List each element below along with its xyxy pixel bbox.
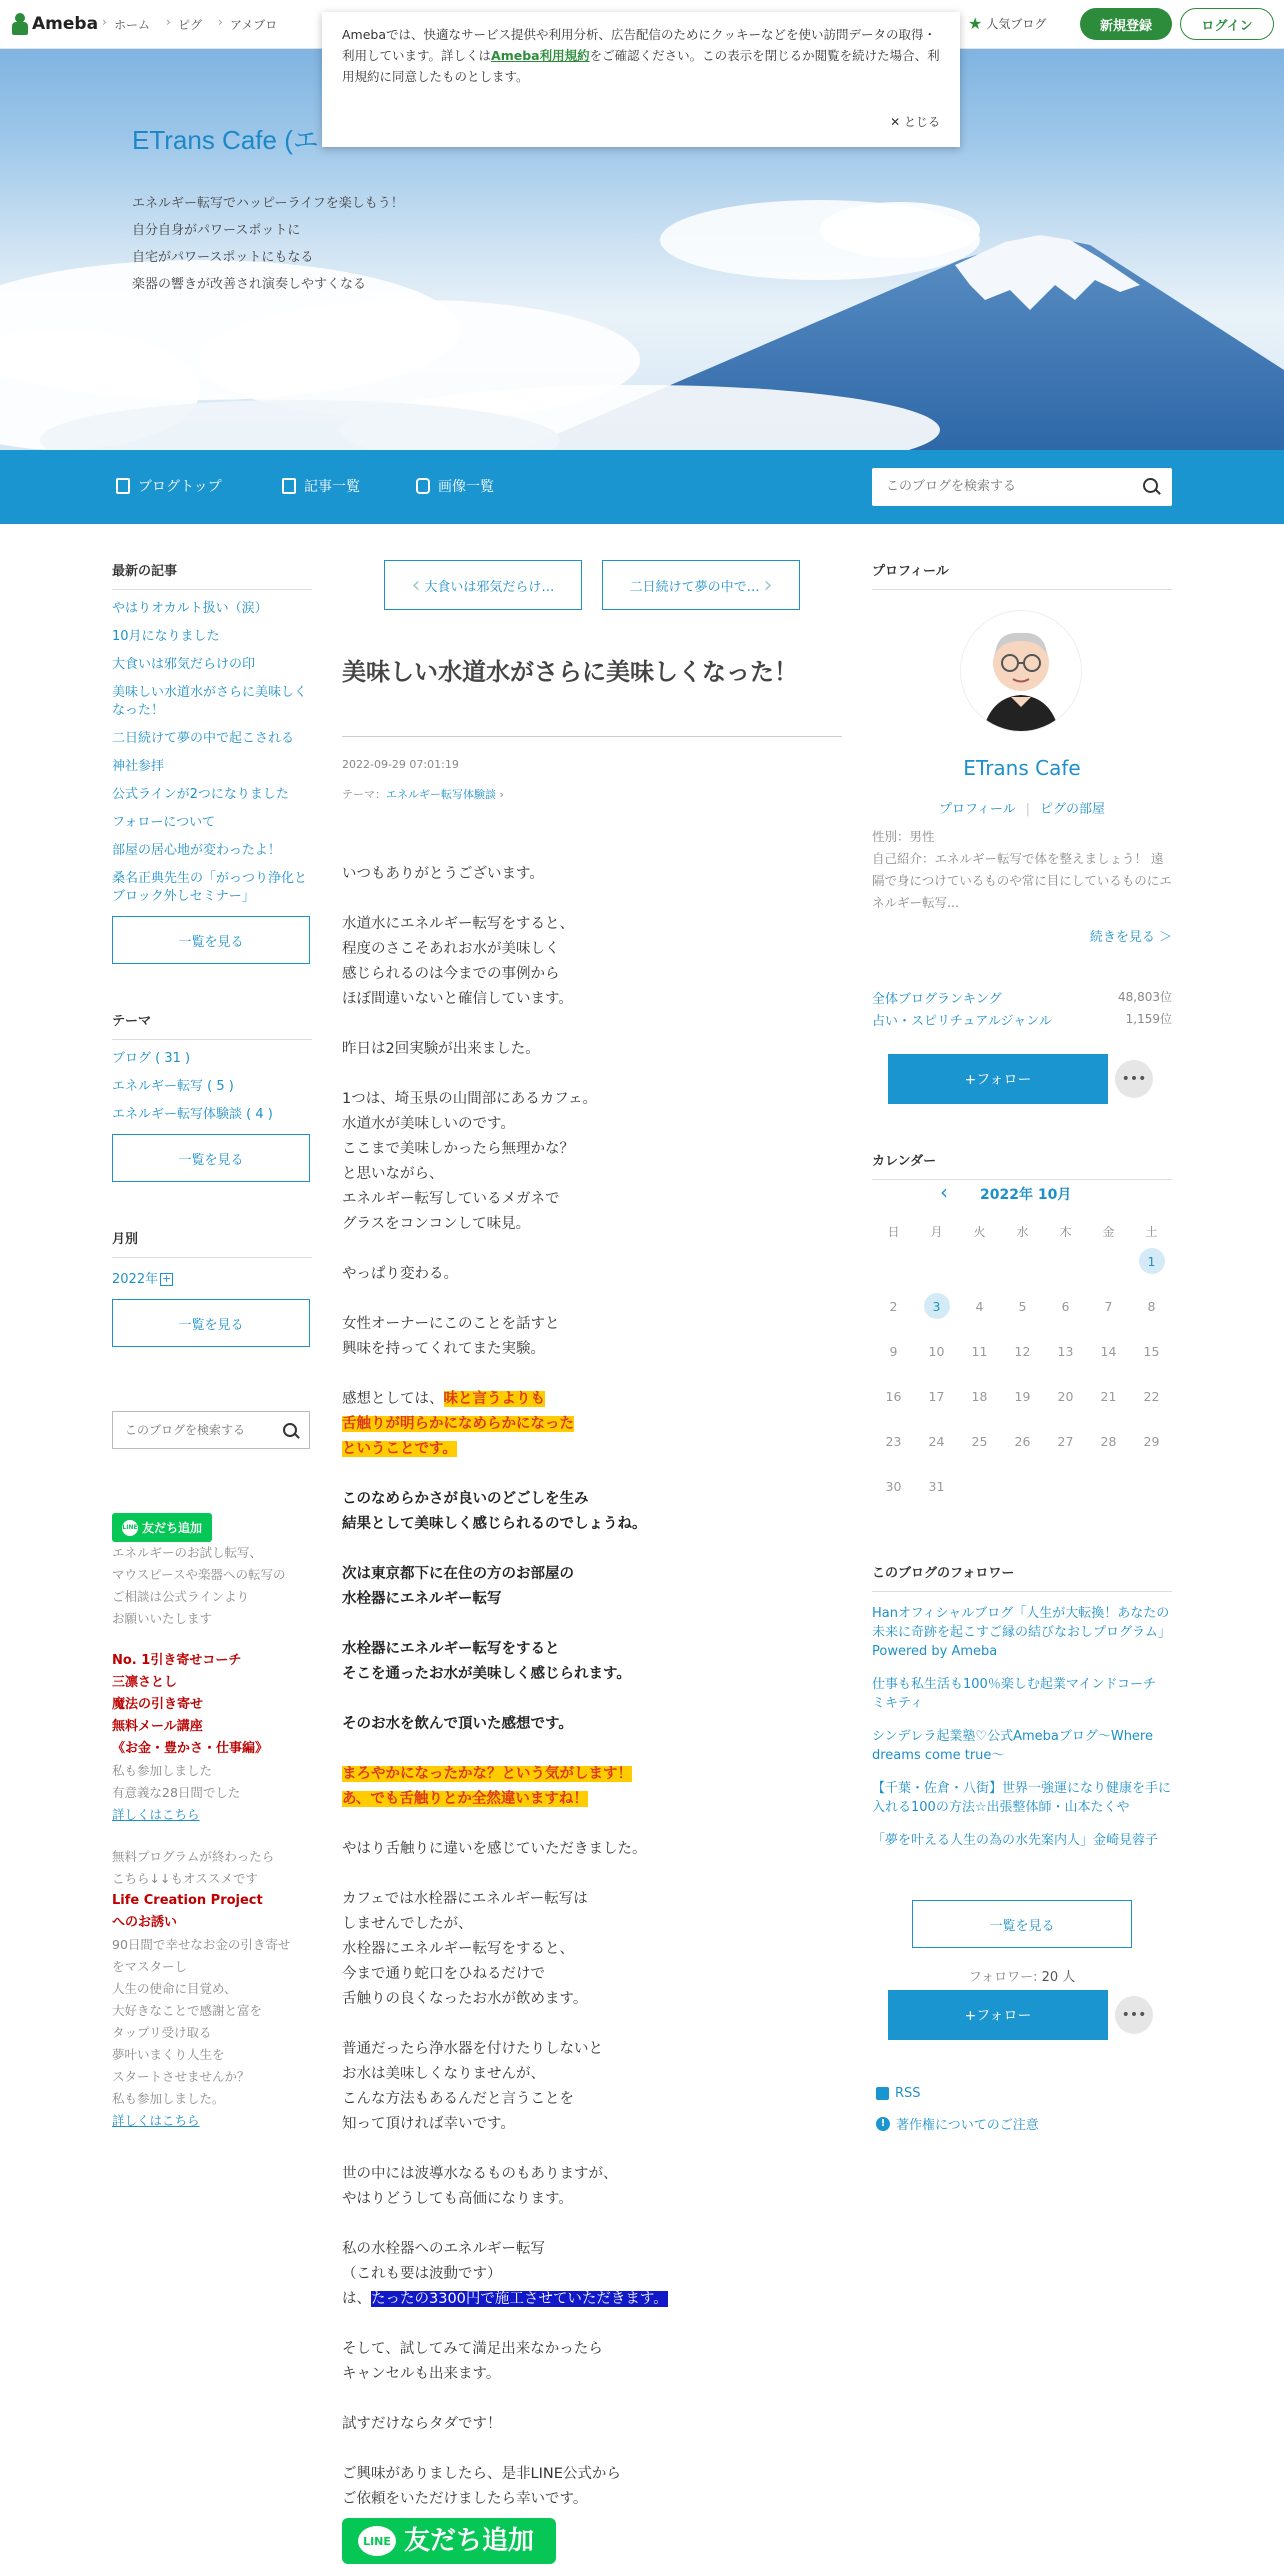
ad-red-line: 三凛さとし [112, 1675, 178, 1690]
profile-intro: 自己紹介：エネルギー転写で体を整えましょう！ 遠隔で身につけているものや常に目にしているものにエネルギー転写... [872, 851, 1172, 910]
register-button[interactable]: 新規登録 [1080, 8, 1172, 40]
follower-link[interactable]: Hanオフィシャルブログ「人生が大転換！あなたの未来に奇跡を起こすご縁の結びなおしプログラム」 Powered by Ameba [872, 1606, 1171, 1659]
sidebar-search-box [112, 1411, 310, 1449]
calendar-day[interactable]: 11 [971, 1343, 988, 1359]
expand-icon[interactable]: + [161, 1272, 172, 1285]
more-options-button[interactable]: ••• [1115, 1996, 1153, 2034]
paragraph: カフェでは水栓器にエネルギー転写は しませんでしたが、 水栓器にエネルギー転写をすると、 今まで通り蛇口をひねるだけで 舌触りの良くなったお水が飲めます。 [342, 1891, 588, 2007]
calendar-day[interactable]: 25 [971, 1433, 988, 1449]
divider [342, 736, 842, 737]
ad-line: 大好きなことで感謝と富を [112, 2003, 263, 2018]
calendar-day[interactable]: 20 [1057, 1388, 1074, 1404]
paragraph: そして、試してみて満足出来なかったら キャンセルも出来ます。 [342, 2341, 603, 2382]
calendar-day[interactable]: 10 [928, 1343, 945, 1359]
follower-link[interactable]: シンデレラ起業塾♡公式Amebaブログ〜Where dreams come true〜 [872, 1729, 1153, 1763]
calendar-day[interactable]: 2 [889, 1298, 898, 1314]
ad-red-line: Life Creation Project [112, 1893, 263, 1908]
line-ad-text [112, 1542, 312, 1630]
calendar-day[interactable]: 30 [885, 1478, 902, 1494]
paragraph: やっぱり変わる。 [342, 1266, 458, 1282]
highlighted-text: まろやかになったかな？という気がします！ [342, 1766, 632, 1782]
blog-description [132, 190, 404, 298]
rss-icon [876, 2087, 889, 2100]
highlighted-text: あ、でも舌触りとか全然違いますね！ [342, 1791, 588, 1807]
prev-article-label: 大食いは邪気だらけ… [424, 579, 555, 595]
follower-link[interactable]: 【千葉・佐倉・八街】世界一強運になり健康を手に入れる100の方法☆出張整体師・山本たくや [872, 1781, 1172, 1815]
ad-line: お願いいたします [112, 1611, 213, 1626]
top-nav-ameblo[interactable]: › アメブロ [216, 16, 291, 33]
calendar-day[interactable]: 22 [1143, 1388, 1160, 1404]
calendar-weekday: 木 [1059, 1224, 1072, 1239]
blog-nav-bar [0, 450, 1284, 524]
top-nav-pigg[interactable]: › ピグ [164, 16, 216, 33]
theme-link[interactable]: エネルギー転写体験談 ( 4 ) [112, 1107, 273, 1122]
paragraph: 1つは、埼玉県の山間部にあるカフェ。 水道水が美味しいのです。 ここまで美味しかったら無理かな？ と思いながら、 エネルギー転写しているメガネで グラスをコンコンして味見。 [342, 1091, 597, 1232]
ad-red-line: 魔法の引き寄せ [112, 1697, 204, 1712]
followers-list [872, 1604, 1172, 1864]
ranking-overall-value: 48,803位 [1118, 990, 1172, 1004]
ameba-logo[interactable] [12, 12, 98, 36]
ameba-logo-text: Ameba [32, 14, 99, 34]
calendar-day-marker: 1 [1139, 1248, 1165, 1274]
ranking-overall [872, 988, 1172, 1007]
recent-article-link[interactable]: 美味しい水道水がさらに美味しくなった！ [112, 685, 308, 718]
calendar-title: カレンダー [872, 1150, 1172, 1180]
recent-article-link[interactable]: 部屋の居心地が変わったよ！ [112, 843, 281, 858]
login-button[interactable]: ログイン [1180, 8, 1274, 40]
rss-link[interactable] [876, 2086, 921, 2101]
document-icon [116, 478, 130, 494]
calendar-day[interactable]: 6 [1061, 1298, 1070, 1314]
ad-line: エネルギーのお試し転写、 [112, 1545, 263, 1560]
ranking-genre-value: 1,159位 [1125, 1012, 1172, 1026]
themes-more-button[interactable]: 一覧を見る [112, 1134, 310, 1182]
profile-links [872, 798, 1172, 817]
line-add-friend-badge[interactable] [112, 1513, 212, 1542]
top-nav [100, 16, 291, 33]
ad-line: 有意義な28日間でした [112, 1785, 241, 1800]
follower-count-value: 20 人 [1041, 1970, 1076, 1985]
paragraph [342, 1762, 842, 1812]
paragraph: 女性オーナーにこのことを話すと 興味を持ってくれてまた実験。 [342, 1316, 560, 1357]
recent-article-link[interactable]: 桑名正典先生の「がっつり浄化とブロック外しセミナー」 [112, 871, 308, 904]
paragraph [342, 1387, 842, 1462]
ranking-genre-link[interactable]: 占い・スピリチュアルジャンル [872, 1014, 1052, 1029]
profile-name[interactable]: ETrans Cafe [963, 756, 1081, 780]
ad-red-line: No. 1引き寄せコーチ [112, 1653, 242, 1668]
paragraph: 世の中には波導水なるものもありますが、 やはりどうしても高価になります。 [342, 2166, 618, 2207]
paragraph [342, 2237, 842, 2312]
program-ad [112, 1846, 312, 2132]
recent-article-link[interactable]: フォローについて [112, 815, 216, 830]
paragraph: やはり舌触りに違いを感じていただきました。 [342, 1841, 647, 1857]
calendar-day[interactable]: 26 [1014, 1433, 1031, 1449]
ranking-genre [872, 1010, 1172, 1029]
sidebar-search-input[interactable] [123, 1422, 277, 1438]
profile-text [872, 826, 1172, 914]
terms-link[interactable]: Ameba利用規約 [491, 48, 590, 63]
calendar-day[interactable]: 28 [1100, 1433, 1117, 1449]
ad-line: をマスターし [112, 1959, 188, 1974]
blog-desc-line: 自分自身がパワースポットに [132, 223, 301, 238]
next-article-button[interactable] [602, 560, 800, 610]
camera-icon [416, 478, 430, 494]
paragraph: 普通だったら浄水器を付けたりしないと お水は美味しくなりませんが、 こんな方法もあるんだと言うことを 知って頂ければ幸いです。 [342, 2041, 603, 2132]
calendar-day[interactable]: 27 [1057, 1433, 1074, 1449]
ad-line: こちら↓↓もオススメです [112, 1871, 258, 1886]
ad-line: 無料プログラムが終わったら [112, 1849, 275, 1864]
calendar-day[interactable]: 19 [1014, 1388, 1031, 1404]
popular-blogs-link[interactable] [968, 14, 1046, 33]
nav-blog-top-label: ブログトップ [138, 479, 222, 495]
line-icon: LINE [122, 1520, 138, 1536]
calendar-weekday: 金 [1102, 1224, 1115, 1239]
copyright-notice-label: 著作権についてのご注意 [896, 2118, 1039, 2133]
article-theme: テーマ：エネルギー転写体験談 › [342, 788, 504, 801]
theme-link[interactable]: エネルギー転写体験談 [386, 788, 496, 801]
calendar-day[interactable]: 15 [1143, 1343, 1160, 1359]
follower-link[interactable]: 「夢を叶える人生の為の水先案内人」金崎見蓉子 [872, 1833, 1159, 1848]
theme-link[interactable]: エネルギー転写 ( 5 ) [112, 1079, 234, 1094]
theme-label: テーマ： [342, 788, 386, 801]
paragraph: 試すだけならタダです！ [342, 2416, 502, 2432]
pigg-room-link[interactable]: ピグの部屋 [1040, 802, 1106, 817]
chevron-left-icon[interactable]: ‹ [940, 1180, 948, 1204]
more-options-button[interactable]: ••• [1115, 1060, 1153, 1098]
search-icon[interactable] [283, 1423, 297, 1437]
blog-search-box [872, 468, 1172, 506]
cookie-close-label: とじる [903, 115, 940, 129]
monthly-title: 月別 [112, 1228, 312, 1258]
recent-article-link[interactable]: 二日続けて夢の中で起こされる [112, 731, 295, 746]
search-icon[interactable] [1143, 478, 1158, 493]
monthly-more-button[interactable]: 一覧を見る [112, 1299, 310, 1347]
calendar-day[interactable]: 21 [1100, 1388, 1117, 1404]
paragraph: いつもありがとうございます。 [342, 866, 544, 882]
paragraph: 水道水にエネルギー転写をすると、 程度のさこそあれお水が美味しく 感じられるのは今までの事例から ほぼ間違いないと確信しています。 [342, 916, 574, 1007]
coach-ad [112, 1650, 312, 1826]
paragraph-text: 私の水栓器へのエネルギー転写 （これも要は波動です） は、 [342, 2241, 545, 2307]
calendar-month: 2022年 10月 [980, 1187, 1072, 1203]
line-add-friend-label: 友だち追加 [404, 2525, 535, 2556]
ad-line: 私も参加しました [112, 1763, 213, 1778]
ad-line: 夢叶いまくり人生を [112, 2047, 225, 2062]
recent-article-link[interactable]: やはりオカルト扱い（涙） [112, 601, 268, 616]
calendar-day[interactable] [915, 1291, 958, 1321]
ad-line: ご相談は公式ラインより [112, 1589, 250, 1604]
cookie-text [342, 24, 940, 87]
follow-button[interactable]: +フォロー [888, 1990, 1108, 2040]
month-link[interactable]: 2022年 [112, 1272, 159, 1287]
calendar-day[interactable]: 5 [1018, 1298, 1027, 1314]
ameba-logo-icon [12, 13, 28, 35]
follower-link[interactable]: 仕事も私生活も100％楽しむ起業マインドコーチ ミキティ [872, 1677, 1170, 1711]
calendar-day-marker: 3 [924, 1293, 950, 1319]
ad-line: タップリ受け取る [112, 2025, 212, 2040]
cookie-notice [322, 12, 960, 147]
copy-icon [282, 478, 296, 494]
ranking-overall-link[interactable]: 全体ブログランキング [872, 992, 1002, 1007]
left-sidebar [112, 560, 312, 2132]
calendar-day[interactable]: 8 [1147, 1298, 1156, 1314]
calendar-day[interactable] [1130, 1246, 1173, 1276]
chevron-left-icon: ‹ [411, 572, 421, 598]
details-link[interactable]: 詳しくはこちら [112, 2113, 200, 2128]
paragraph-text: 感想としては、 [342, 1391, 444, 1407]
article-title: 美味しい水道水がさらに美味しくなった！ [342, 658, 798, 686]
blog-desc-line: 自宅がパワースポットにもなる [132, 250, 314, 265]
next-article-label: 二日続けて夢の中で… [629, 579, 760, 595]
calendar-weekday: 日 [887, 1224, 900, 1239]
followers-title: このブログのフォロワー [872, 1562, 1172, 1592]
highlighted-text: たったの3300円で施工させていただきます。 [371, 2291, 668, 2307]
calendar-day[interactable]: 18 [971, 1388, 988, 1404]
calendar-weekday: 火 [973, 1224, 986, 1239]
paragraph: ご興味がありましたら、是非LINE公式から ご依頼をいただけましたら幸いです。 [342, 2466, 621, 2507]
right-sidebar [872, 560, 1172, 2133]
prev-article-button[interactable] [384, 560, 582, 610]
paragraph: 昨日は2回実験が出来ました。 [342, 1041, 540, 1057]
cookie-text-after: をご確認ください。この表示を閉じるか閲覧を続けた場合、利用規約に同意したものとします。 [342, 48, 940, 84]
recent-articles-list [112, 600, 312, 906]
calendar-day[interactable]: 14 [1100, 1343, 1117, 1359]
calendar-day[interactable]: 24 [928, 1433, 945, 1449]
warning-icon: ! [876, 2117, 890, 2131]
profile-gender: 性別：男性 [872, 829, 935, 844]
blog-desc-line: エネルギー転写でハッピーライフを楽しもう！ [132, 196, 404, 211]
calendar-day[interactable]: 29 [1143, 1433, 1160, 1449]
themes-title: テーマ [112, 1010, 312, 1040]
calendar-weekday: 月 [930, 1224, 943, 1239]
profile-link[interactable]: プロフィール [938, 802, 1016, 817]
recent-article-link[interactable]: 公式ラインが2つになりました [112, 787, 289, 802]
line-icon: LINE [358, 2526, 396, 2556]
paragraph: 水栓器にエネルギー転写をすると そこを通ったお水が美味しく感じられます。 [342, 1641, 631, 1682]
highlighted-text: 味と言うよりも [443, 1391, 545, 1407]
avatar-illustration [961, 611, 1081, 731]
separator: | [1025, 802, 1031, 817]
copyright-notice-link[interactable] [876, 2114, 1039, 2133]
nav-blog-top[interactable] [116, 476, 222, 496]
calendar-day[interactable]: 23 [885, 1433, 902, 1449]
theme-link[interactable]: ブログ ( 31 ) [112, 1051, 191, 1066]
recent-article-link[interactable]: 10月になりました [112, 629, 220, 644]
read-more-link[interactable]: 続きを見る ＞ [1089, 930, 1172, 945]
blog-search-input[interactable] [884, 478, 1128, 495]
article-date: 2022-09-29 07:01:19 [342, 758, 459, 771]
followers-more-button[interactable]: 一覧を見る [912, 1900, 1132, 1948]
paragraph: 次は東京都下に在住の方のお部屋の 水栓器にエネルギー転写 [342, 1566, 574, 1607]
highlighted-text: 舌触りが明らかになめらかになった [342, 1416, 574, 1432]
themes-list [112, 1050, 312, 1124]
blog-desc-line: 楽器の響きが改善され演奏しやすくなる [132, 277, 367, 292]
recent-articles-title: 最新の記事 [112, 560, 312, 590]
ad-line: 90日間で幸せなお金の引き寄せ [112, 1937, 291, 1952]
calendar-day[interactable]: 4 [975, 1298, 984, 1314]
ad-line: マウスピースや楽器への転写の [112, 1567, 286, 1582]
nav-image-list-label: 画像一覧 [438, 479, 494, 495]
paragraph: このなめらかさが良いのどごしを生み 結果として美味しく感じられるのでしょうね。 [342, 1491, 647, 1532]
follow-button[interactable]: +フォロー [888, 1054, 1108, 1104]
top-nav-home[interactable]: › ホーム [100, 16, 164, 33]
nav-image-list[interactable] [416, 476, 494, 496]
ad-red-line: 無料メール講座 [112, 1719, 203, 1734]
calendar-day[interactable]: 13 [1057, 1343, 1074, 1359]
ad-red-line: へのお誘い [112, 1915, 178, 1930]
follower-count-label: フォロワー: [968, 1970, 1038, 1985]
paragraph: そのお水を飲んで頂いた感想です。 [342, 1716, 573, 1732]
line-add-friend-button[interactable] [342, 2518, 556, 2564]
recent-article-link[interactable]: 大食いは邪気だらけの印 [112, 657, 256, 672]
calendar-day[interactable]: 12 [1014, 1343, 1031, 1359]
highlighted-text: ということです。 [342, 1441, 457, 1457]
blog-title[interactable]: ETrans Cafe (エ [132, 125, 319, 155]
calendar-day[interactable]: 17 [928, 1388, 945, 1404]
cookie-close-button[interactable]: ✕ とじる [890, 115, 940, 129]
calendar-weekday: 水 [1016, 1224, 1029, 1239]
popular-blogs-label: 人気ブログ [986, 17, 1047, 31]
profile-title: プロフィール [872, 560, 1172, 590]
profile-avatar[interactable] [960, 610, 1082, 732]
ad-line: 人生の使命に目覚め、 [112, 1981, 237, 1996]
calendar-day[interactable]: 7 [1104, 1298, 1113, 1314]
details-link[interactable]: 詳しくはこちら [112, 1807, 200, 1822]
nav-article-list-label: 記事一覧 [304, 479, 360, 495]
ad-line: 私も参加しました。 [112, 2091, 225, 2106]
ad-line: スタートさせませんか？ [112, 2069, 250, 2084]
rss-label: RSS [895, 2086, 921, 2101]
calendar-weekday: 土 [1145, 1224, 1158, 1239]
ad-red-line: 《お金・豊かさ・仕事編》 [112, 1741, 269, 1756]
follower-count [872, 1966, 1172, 1985]
calendar-day[interactable]: 9 [889, 1343, 898, 1359]
nav-article-list[interactable] [282, 476, 360, 496]
recent-article-link[interactable]: 神社参拝 [112, 759, 165, 774]
calendar-day[interactable]: 16 [885, 1388, 902, 1404]
star-icon: ★ [968, 14, 983, 33]
line-add-friend-label: 友だち追加 [142, 1521, 203, 1535]
recent-more-button[interactable]: 一覧を見る [112, 916, 310, 964]
calendar-day[interactable]: 31 [928, 1478, 945, 1494]
chevron-right-icon: › [763, 572, 773, 598]
cookie-text-before: Amebaでは、快適なサービス提供や利用分析、広告配信のためにクッキーなどを使い訪問データの取得・利用しています。詳しくは [342, 27, 937, 63]
article-body [342, 862, 842, 2564]
